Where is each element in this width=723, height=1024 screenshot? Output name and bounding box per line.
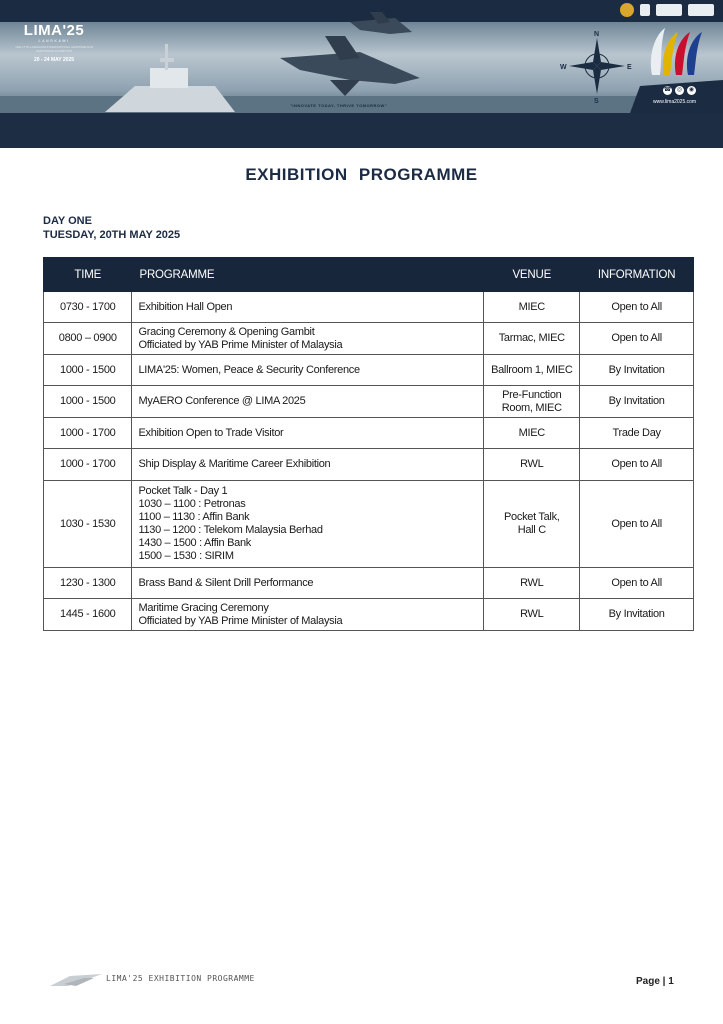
header-venue: VENUE (484, 258, 580, 292)
table-row (44, 418, 694, 449)
compass-icon (560, 31, 632, 105)
flag-ribbons-image (651, 28, 702, 75)
programme-line: LIMA'25: Women, Peace & Security Conference (138, 363, 360, 376)
programme-line: Exhibition Open to Trade Visitor (138, 426, 284, 439)
phone-icon[interactable]: ☎ (663, 87, 672, 93)
cell-venue (484, 323, 580, 355)
cell-time: 1030 - 1530 (44, 481, 132, 568)
venue-line: Room, MIEC (501, 401, 562, 414)
cell-venue (484, 386, 580, 418)
table-row (44, 292, 694, 323)
table-body (44, 292, 694, 631)
venue-line: Pocket Talk, (504, 511, 560, 523)
programme-line: Brass Band & Silent Drill Performance (138, 576, 314, 589)
compass-west: W (560, 64, 567, 71)
ministry-logo-icon (640, 4, 650, 16)
programme-line: Gracing Ceremony & Opening Gambit (138, 325, 315, 338)
cell-time: 0730 - 1700 (44, 292, 132, 323)
programme-table (43, 257, 694, 631)
fighter-jet-small-image (350, 12, 412, 34)
programme-line: Officiated by YAB Prime Minister of Malaysia (138, 338, 343, 351)
day-date: TUESDAY, 20TH MAY 2025 (43, 229, 181, 241)
venue-line: MIEC (518, 426, 545, 439)
fighter-jet-image (280, 36, 420, 96)
programme-line: Ship Display & Maritime Career Exhibition (138, 458, 331, 470)
programme-line: 1030 – 1100 : Petronas (138, 498, 246, 510)
programme-line: 1130 – 1200 : Telekom Malaysia Berhad (138, 524, 323, 536)
lima-logo (12, 8, 96, 63)
cell-information: Open to All (580, 449, 694, 481)
cell-information: By Invitation (580, 355, 694, 386)
cell-time: 0800 – 0900 (44, 323, 132, 355)
instagram-icon[interactable]: ◉ (688, 87, 695, 93)
cell-programme (132, 355, 484, 386)
warship-image (105, 44, 235, 112)
page-number: Page | 1 (636, 976, 674, 987)
header-programme: PROGRAMME (132, 258, 484, 292)
website-url[interactable]: www.lima2025.com (653, 99, 697, 105)
cell-time: 1000 - 1700 (44, 418, 132, 449)
cell-time: 1445 - 1600 (44, 599, 132, 631)
compass-south: S (594, 98, 599, 105)
contact-icons (663, 86, 696, 95)
venue-line: RWL (520, 458, 544, 470)
page-title: EXHIBITION PROGRAMME (245, 165, 478, 184)
table-row (44, 481, 694, 568)
cell-information: By Invitation (580, 386, 694, 418)
cell-venue (484, 418, 580, 449)
header-banner (0, 0, 723, 148)
logo-dates: 20 - 24 MAY 2025 (33, 57, 75, 63)
cell-programme (132, 418, 484, 449)
agency-logo-icon (656, 4, 682, 16)
programme-line: MyAERO Conference @ LIMA 2025 (138, 395, 306, 407)
cell-information: Open to All (580, 323, 694, 355)
header-information: INFORMATION (580, 258, 694, 292)
cell-programme (132, 323, 484, 355)
day-label: DAY ONE (43, 215, 92, 227)
programme-line: 1500 – 1530 : SIRIM (138, 550, 234, 562)
sponsor-logos (620, 3, 714, 17)
cell-programme (132, 568, 484, 599)
banner-tagline: "INNOVATE TODAY, THRIVE TOMORROW" (290, 103, 388, 108)
cell-programme (132, 449, 484, 481)
logo-description: THE 17TH LANGKAWI INTERNATIONAL MARITIME AND AEROSPACE EXHIBITION (15, 45, 93, 53)
programme-line: Exhibition Hall Open (138, 300, 233, 313)
venue-line: Pre-Function (502, 388, 562, 401)
cell-time: 1000 - 1500 (44, 355, 132, 386)
table-row (44, 568, 694, 599)
cell-information: Open to All (580, 292, 694, 323)
venue-line: Ballroom 1, MIEC (491, 363, 573, 376)
programme-line: Officiated by YAB Prime Minister of Malaysia (138, 614, 343, 627)
cell-time: 1230 - 1300 (44, 568, 132, 599)
programme-line: Pocket Talk - Day 1 (138, 485, 228, 497)
banner-illustration (0, 0, 723, 148)
cell-programme (132, 386, 484, 418)
programme-line: 1430 – 1500 : Affin Bank (138, 537, 251, 549)
government-crest-icon (620, 3, 634, 17)
venue-line: RWL (520, 576, 544, 589)
programme-line: Maritime Gracing Ceremony (138, 601, 269, 614)
venue-line: Tarmac, MIEC (498, 332, 565, 344)
cell-venue (484, 599, 580, 631)
compass-east: E (627, 64, 632, 71)
compass-north: N (594, 31, 600, 38)
cell-information: Open to All (580, 568, 694, 599)
cell-venue (484, 449, 580, 481)
venue-line: Hall C (517, 524, 546, 536)
programme-line: 1100 – 1130 : Affin Bank (138, 511, 250, 523)
header-time: TIME (44, 258, 132, 292)
cell-venue (484, 568, 580, 599)
logo-subtitle: LANGKAWI (38, 39, 70, 43)
table-row (44, 449, 694, 481)
web-icon[interactable]: ◎ (676, 87, 683, 93)
cell-programme (132, 292, 484, 323)
table-header-row (44, 258, 694, 292)
logo-title: LIMA'25 (23, 22, 85, 39)
cell-information: By Invitation (580, 599, 694, 631)
footer-lima-logo-icon (50, 972, 102, 988)
cell-programme (132, 481, 484, 568)
malaysia-logo-icon (688, 4, 714, 16)
venue-line: RWL (520, 608, 544, 620)
cell-time: 1000 - 1500 (44, 386, 132, 418)
cell-programme (132, 599, 484, 631)
venue-line: MIEC (518, 300, 545, 313)
cell-venue (484, 481, 580, 568)
table-row (44, 386, 694, 418)
cell-venue (484, 292, 580, 323)
table-row (44, 599, 694, 631)
footer-text: LIMA'25 EXHIBITION PROGRAMME (106, 974, 255, 983)
cell-time: 1000 - 1700 (44, 449, 132, 481)
table-row (44, 323, 694, 355)
cell-venue (484, 355, 580, 386)
cell-information: Open to All (580, 481, 694, 568)
table-row (44, 355, 694, 386)
cell-information: Trade Day (580, 418, 694, 449)
